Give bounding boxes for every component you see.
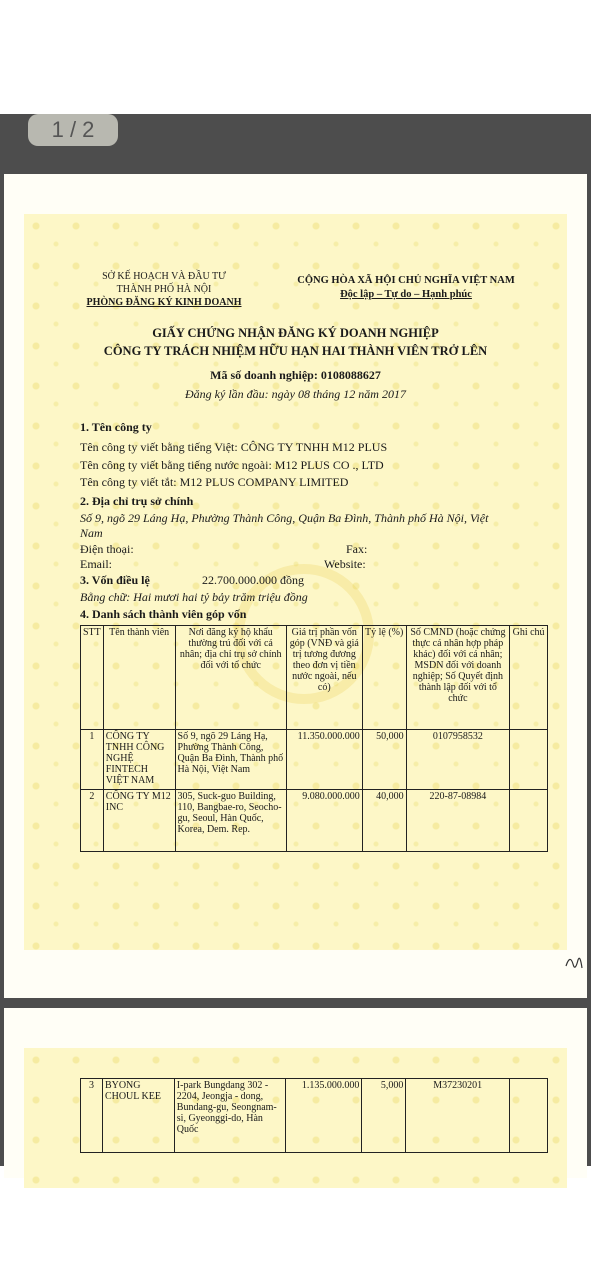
national-motto-block <box>286 274 526 302</box>
certificate-title: GIẤY CHỨNG NHẬN ĐĂNG KÝ DOANH NGHIỆP <box>152 326 439 340</box>
phone-label: Điện thoại: <box>80 542 134 556</box>
row-stt: 3 <box>81 1079 103 1153</box>
charter-capital-amount: 22.700.000.000 đồng <box>202 573 304 587</box>
row-stt: 1 <box>81 730 104 790</box>
col-header-ratio: Tỷ lệ (%) <box>362 626 406 730</box>
issuer-line-1: SỞ KẾ HOẠCH VÀ ĐẦU TƯ <box>102 271 226 282</box>
row-stt: 2 <box>81 790 104 852</box>
row-capital: 11.350.000.000 <box>286 730 362 790</box>
scanned-certificate <box>24 214 567 950</box>
email-label: Email: <box>80 557 112 571</box>
row-name: CÔNG TY TNHH CÔNG NGHỆ FINTECH VIỆT NAM <box>103 730 175 790</box>
signature-mark <box>564 952 584 974</box>
charter-capital-words: Bằng chữ: Hai mươi hai tỷ bảy trăm triệu đồng <box>80 590 308 604</box>
row-id: 0107958532 <box>406 730 510 790</box>
issuer-line-3: PHÒNG ĐĂNG KÝ KINH DOANH <box>86 297 242 308</box>
motto: Độc lập – Tự do – Hạnh phúc <box>340 289 472 300</box>
row-capital: 1.135.000.000 <box>286 1079 362 1153</box>
row-id: 220-87-08984 <box>406 790 510 852</box>
row-address: I-park Bungdang 302 - 2204, Jeongja - dong, Bundang-gu, Seongnam-si, Gyeonggi-do, Hàn Quốc <box>174 1079 286 1153</box>
company-name-vn: Tên công ty viết bằng tiếng Việt: CÔNG TY TNHH M12 PLUS <box>80 440 388 454</box>
members-table <box>80 625 548 852</box>
col-header-stt: STT <box>81 626 104 730</box>
col-header-name: Tên thành viên <box>103 626 175 730</box>
document-viewer[interactable] <box>0 114 591 1166</box>
col-header-address: Nơi đăng ký hộ khẩu thường trú đối với cá nhân; địa chỉ trụ sở chính đối với tổ chức <box>175 626 286 730</box>
row-note <box>510 730 548 790</box>
tax-code: Mã số doanh nghiệp: 0108088627 <box>210 368 381 382</box>
row-name: CÔNG TY M12 INC <box>103 790 175 852</box>
document-page-2 <box>4 1008 587 1178</box>
company-name-foreign: Tên công ty viết bằng tiếng nước ngoài: M12 PLUS CO ., LTD <box>80 458 384 472</box>
section-1-heading: 1. Tên công ty <box>80 420 152 434</box>
row-note <box>510 790 548 852</box>
col-header-capital: Giá trị phần vốn góp (VNĐ và giá trị tương đương theo đơn vị tiền nước ngoài, nếu có) <box>286 626 362 730</box>
document-page-1 <box>4 174 587 998</box>
members-table-continued <box>80 1078 548 1153</box>
section-2-heading: 2. Địa chỉ trụ sở chính <box>80 494 194 508</box>
row-ratio: 50,000 <box>362 730 406 790</box>
registration-date: Đăng ký lần đầu: ngày 08 tháng 12 năm 2017 <box>185 387 406 401</box>
company-name-short: Tên công ty viết tắt: M12 PLUS COMPANY LIMITED <box>80 475 349 489</box>
row-name: BYONG CHOUL KEE <box>102 1079 174 1153</box>
table-row <box>81 1079 548 1153</box>
company-type: CÔNG TY TRÁCH NHIỆM HỮU HẠN HAI THÀNH VIÊN TRỞ LÊN <box>103 344 488 358</box>
issuer-line-2: THÀNH PHỐ HÀ NỘI <box>116 284 212 295</box>
section-3-heading: 3. Vốn điều lệ <box>80 573 150 587</box>
col-header-note: Ghi chú <box>510 626 548 730</box>
country-name: CỘNG HÒA XÃ HỘI CHỦ NGHĨA VIỆT NAM <box>297 275 515 286</box>
row-ratio: 40,000 <box>362 790 406 852</box>
address-line-1: Số 9, ngõ 29 Láng Hạ, Phường Thành Công, Quận Ba Đình, Thành phố Hà Nội, Việt <box>80 511 489 525</box>
row-address: Số 9, ngõ 29 Láng Hạ, Phường Thành Công, Quận Ba Đình, Thành phố Hà Nội, Việt Nam <box>175 730 286 790</box>
address-line-2: Nam <box>80 526 103 540</box>
table-row <box>81 730 548 790</box>
table-row <box>81 790 548 852</box>
row-capital: 9.080.000.000 <box>286 790 362 852</box>
row-note <box>510 1079 548 1153</box>
website-label: Website: <box>324 557 366 571</box>
page-indicator: 1 / 2 <box>28 114 118 146</box>
scanned-certificate-page-2 <box>24 1048 567 1188</box>
issuer-block <box>84 270 244 309</box>
col-header-id: Số CMND (hoặc chứng thực cá nhân hợp pháp khác) đối với cá nhân; MSDN đối với doanh nghiệp; Số Quyết định thành lập đối với tổ chức <box>406 626 510 730</box>
members-table-header <box>81 626 548 730</box>
row-address: 305, Suck-guo Building, 110, Bangbae-ro, Seocho-gu, Seoul, Hàn Quốc, Korea, Dem. Rep. <box>175 790 286 852</box>
fax-label: Fax: <box>346 542 368 556</box>
row-ratio: 5,000 <box>362 1079 406 1153</box>
section-4-heading: 4. Danh sách thành viên góp vốn <box>80 607 247 621</box>
row-id: M37230201 <box>406 1079 510 1153</box>
